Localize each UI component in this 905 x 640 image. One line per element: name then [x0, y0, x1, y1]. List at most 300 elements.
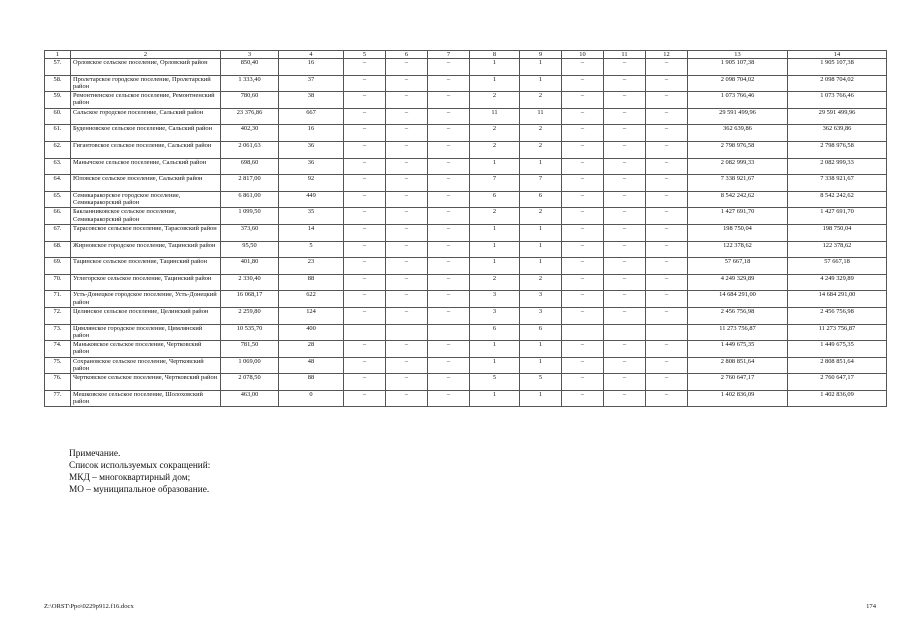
value-cell: 6	[520, 324, 562, 341]
row-number-cell: 66.	[45, 208, 71, 225]
value-cell: –	[562, 224, 604, 241]
value-cell: –	[646, 357, 688, 374]
value-cell: –	[428, 390, 470, 407]
value-cell: –	[646, 291, 688, 308]
value-cell: 2	[520, 208, 562, 225]
column-number-cell: 10	[562, 51, 604, 59]
municipality-name-cell: Бакланниковское сельское поселение, Семикаракорский район	[71, 208, 221, 225]
value-cell: 5	[279, 241, 344, 258]
column-number-cell: 2	[71, 51, 221, 59]
value-cell: –	[646, 390, 688, 407]
value-cell: –	[604, 59, 646, 76]
value-cell: 2 098 704,02	[788, 75, 887, 92]
value-cell: –	[604, 258, 646, 275]
value-cell: 1	[520, 241, 562, 258]
value-cell: 1 099,50	[221, 208, 279, 225]
value-cell: 1	[470, 75, 520, 92]
value-cell: –	[604, 175, 646, 192]
value-cell: 1	[520, 357, 562, 374]
value-cell: 667	[279, 108, 344, 125]
value-cell: 1	[520, 75, 562, 92]
municipality-name-cell: Пролетарское городское поселение, Пролетарский район	[71, 75, 221, 92]
value-cell	[604, 324, 646, 341]
value-cell: 2	[470, 274, 520, 291]
table-row	[45, 191, 887, 208]
value-cell: 1	[470, 357, 520, 374]
value-cell: –	[562, 158, 604, 175]
value-cell: 1	[520, 59, 562, 76]
municipality-name-cell: Мешковское сельское поселение, Шолоховский район	[71, 390, 221, 407]
value-cell: –	[562, 75, 604, 92]
value-cell: 6	[470, 324, 520, 341]
value-cell: –	[344, 341, 386, 358]
value-cell: 2 456 756,98	[788, 307, 887, 324]
value-cell: –	[604, 374, 646, 391]
value-cell: –	[604, 224, 646, 241]
value-cell: 3	[520, 307, 562, 324]
value-cell: 35	[279, 208, 344, 225]
value-cell: –	[386, 141, 428, 158]
municipality-name-cell: Усть-Донецкое городское поселение, Усть-Донецкий район	[71, 291, 221, 308]
value-cell: 37	[279, 75, 344, 92]
value-cell	[386, 324, 428, 341]
row-number-cell: 65.	[45, 191, 71, 208]
value-cell: –	[428, 59, 470, 76]
value-cell: 1 402 836,09	[688, 390, 788, 407]
value-cell: 38	[279, 92, 344, 109]
row-number-cell: 74.	[45, 341, 71, 358]
value-cell: 1	[470, 224, 520, 241]
value-cell: 10 535,70	[221, 324, 279, 341]
value-cell: –	[646, 175, 688, 192]
value-cell: 1	[520, 258, 562, 275]
value-cell: –	[562, 92, 604, 109]
value-cell: 29 591 499,96	[688, 108, 788, 125]
value-cell: 124	[279, 307, 344, 324]
value-cell: 622	[279, 291, 344, 308]
value-cell: 2	[470, 125, 520, 142]
value-cell: –	[646, 208, 688, 225]
value-cell: 122 378,62	[688, 241, 788, 258]
municipality-name-cell: Ремонтненское сельское поселение, Ремонтненский район	[71, 92, 221, 109]
note-line: Список используемых сокращений:	[69, 461, 211, 471]
value-cell: 11 273 756,87	[788, 324, 887, 341]
table-row	[45, 291, 887, 308]
value-cell: –	[604, 357, 646, 374]
value-cell	[344, 324, 386, 341]
value-cell: –	[428, 357, 470, 374]
value-cell: –	[386, 92, 428, 109]
value-cell: 14 684 291,00	[688, 291, 788, 308]
row-number-cell: 75.	[45, 357, 71, 374]
value-cell: 4 249 329,89	[688, 274, 788, 291]
note-block	[69, 448, 210, 496]
value-cell: –	[604, 390, 646, 407]
value-cell: 400	[279, 324, 344, 341]
table-header-row	[45, 51, 887, 59]
row-number-cell: 77.	[45, 390, 71, 407]
value-cell: –	[428, 241, 470, 258]
row-number-cell: 67.	[45, 224, 71, 241]
value-cell: –	[386, 191, 428, 208]
table-row	[45, 341, 887, 358]
value-cell: 373,60	[221, 224, 279, 241]
value-cell: –	[344, 357, 386, 374]
value-cell: 48	[279, 357, 344, 374]
value-cell: 198 750,04	[788, 224, 887, 241]
table-row	[45, 307, 887, 324]
value-cell: –	[562, 390, 604, 407]
value-cell: 2	[520, 274, 562, 291]
value-cell: 1	[470, 390, 520, 407]
value-cell: 780,60	[221, 92, 279, 109]
column-number-cell: 7	[428, 51, 470, 59]
value-cell	[646, 324, 688, 341]
value-cell: 88	[279, 374, 344, 391]
municipality-name-cell: Тацинское сельское поселение, Тацинский район	[71, 258, 221, 275]
value-cell: –	[428, 258, 470, 275]
value-cell: –	[562, 141, 604, 158]
value-cell: –	[646, 75, 688, 92]
table-row	[45, 374, 887, 391]
value-cell: –	[428, 291, 470, 308]
column-number-cell: 8	[470, 51, 520, 59]
value-cell: 2	[470, 92, 520, 109]
value-cell: 23	[279, 258, 344, 275]
value-cell: 2	[520, 141, 562, 158]
table-row	[45, 258, 887, 275]
municipality-name-cell: Маньковское сельское поселение, Чертковский район	[71, 341, 221, 358]
value-cell: 2	[520, 125, 562, 142]
value-cell: 2 456 756,98	[688, 307, 788, 324]
column-number-cell: 6	[386, 51, 428, 59]
row-number-cell: 64.	[45, 175, 71, 192]
table-row	[45, 175, 887, 192]
column-number-cell: 5	[344, 51, 386, 59]
value-cell: 16	[279, 125, 344, 142]
value-cell: 2	[470, 141, 520, 158]
table-row	[45, 125, 887, 142]
municipality-name-cell: Гигантовское сельское поселение, Сальский район	[71, 141, 221, 158]
value-cell: –	[562, 307, 604, 324]
value-cell: –	[344, 390, 386, 407]
value-cell: –	[646, 241, 688, 258]
value-cell: 2 817,00	[221, 175, 279, 192]
row-number-cell: 63.	[45, 158, 71, 175]
value-cell: 11 273 756,87	[688, 324, 788, 341]
value-cell: 2 061,63	[221, 141, 279, 158]
value-cell: –	[562, 125, 604, 142]
value-cell: –	[428, 341, 470, 358]
value-cell: –	[646, 59, 688, 76]
value-cell: –	[344, 191, 386, 208]
value-cell: 11	[520, 108, 562, 125]
value-cell: –	[562, 208, 604, 225]
value-cell: –	[646, 191, 688, 208]
value-cell: 1	[470, 241, 520, 258]
value-cell: 8 542 242,62	[788, 191, 887, 208]
value-cell: 5	[520, 374, 562, 391]
value-cell: –	[428, 125, 470, 142]
value-cell: 0	[279, 390, 344, 407]
municipality-name-cell: Целинское сельское поселение, Целинский район	[71, 307, 221, 324]
value-cell: –	[428, 224, 470, 241]
value-cell: 1	[520, 158, 562, 175]
value-cell: 95,50	[221, 241, 279, 258]
value-cell: 88	[279, 274, 344, 291]
table-row	[45, 390, 887, 407]
footer-file-path: Z:\ORST\Ppo\0229p912.f16.docx	[44, 603, 134, 610]
municipality-name-cell: Сальское городское поселение, Сальский район	[71, 108, 221, 125]
value-cell: –	[344, 108, 386, 125]
value-cell: 36	[279, 158, 344, 175]
value-cell: 3	[470, 307, 520, 324]
value-cell: 7	[520, 175, 562, 192]
column-number-cell: 9	[520, 51, 562, 59]
row-number-cell: 69.	[45, 258, 71, 275]
column-number-cell: 13	[688, 51, 788, 59]
value-cell: 16 068,17	[221, 291, 279, 308]
column-number-cell: 3	[221, 51, 279, 59]
table-row	[45, 158, 887, 175]
value-cell: –	[646, 92, 688, 109]
value-cell: –	[386, 125, 428, 142]
column-number-cell: 11	[604, 51, 646, 59]
municipality-name-cell: Цимлянское городское поселение, Цимлянский район	[71, 324, 221, 341]
note-line: МКД – многоквартирный дом;	[69, 473, 191, 483]
value-cell: –	[344, 258, 386, 275]
value-cell: 4 249 329,89	[788, 274, 887, 291]
value-cell: 1 073 766,46	[788, 92, 887, 109]
table-row	[45, 274, 887, 291]
value-cell: 2 082 999,33	[788, 158, 887, 175]
value-cell	[562, 324, 604, 341]
value-cell: –	[604, 108, 646, 125]
value-cell: 2 798 976,58	[688, 141, 788, 158]
value-cell: 3	[520, 291, 562, 308]
value-cell: 781,50	[221, 341, 279, 358]
value-cell: –	[646, 341, 688, 358]
value-cell: 36	[279, 141, 344, 158]
table-row	[45, 241, 887, 258]
municipality-name-cell: Юловское сельское поселение, Сальский район	[71, 175, 221, 192]
table-row	[45, 357, 887, 374]
value-cell: –	[344, 307, 386, 324]
value-cell: 122 378,62	[788, 241, 887, 258]
value-cell: 11	[470, 108, 520, 125]
value-cell: –	[344, 92, 386, 109]
table-row	[45, 324, 887, 341]
value-cell: –	[604, 92, 646, 109]
value-cell: 401,80	[221, 258, 279, 275]
value-cell: –	[428, 274, 470, 291]
municipality-name-cell: Чертковское сельское поселение, Чертковский район	[71, 374, 221, 391]
column-number-cell: 1	[45, 51, 71, 59]
value-cell: 2 330,40	[221, 274, 279, 291]
value-cell: –	[428, 92, 470, 109]
value-cell: –	[562, 374, 604, 391]
value-cell: 57 667,18	[688, 258, 788, 275]
value-cell: 3	[470, 291, 520, 308]
value-cell: 7 338 921,67	[788, 175, 887, 192]
value-cell: –	[604, 125, 646, 142]
column-number-cell: 4	[279, 51, 344, 59]
value-cell: –	[604, 241, 646, 258]
value-cell: 1 073 766,46	[688, 92, 788, 109]
value-cell: –	[646, 125, 688, 142]
value-cell: –	[604, 291, 646, 308]
value-cell: 6	[520, 191, 562, 208]
municipality-name-cell: Семикаракорское городское поселение, Семикаракорский район	[71, 191, 221, 208]
value-cell: 1 333,40	[221, 75, 279, 92]
municipality-name-cell: Сохрановское сельское поселение, Чертковский район	[71, 357, 221, 374]
value-cell: 23 376,86	[221, 108, 279, 125]
value-cell: –	[428, 307, 470, 324]
value-cell: 362 639,86	[788, 125, 887, 142]
value-cell: –	[646, 274, 688, 291]
value-cell: –	[428, 158, 470, 175]
value-cell: 1	[470, 158, 520, 175]
value-cell: –	[646, 258, 688, 275]
value-cell: 2 808 851,64	[688, 357, 788, 374]
value-cell: –	[428, 141, 470, 158]
value-cell: 7 338 921,67	[688, 175, 788, 192]
value-cell: –	[386, 390, 428, 407]
value-cell: –	[604, 307, 646, 324]
value-cell: –	[386, 374, 428, 391]
value-cell: 6 861,00	[221, 191, 279, 208]
row-number-cell: 59.	[45, 92, 71, 109]
value-cell: –	[604, 191, 646, 208]
row-number-cell: 70.	[45, 274, 71, 291]
note-line: МО – муниципальное образование.	[69, 485, 210, 495]
table-row	[45, 75, 887, 92]
value-cell: 1	[470, 258, 520, 275]
page-number: 174	[866, 603, 876, 610]
table-row	[45, 224, 887, 241]
value-cell: 1 402 836,09	[788, 390, 887, 407]
value-cell: –	[646, 374, 688, 391]
table-row	[45, 208, 887, 225]
value-cell: –	[428, 175, 470, 192]
value-cell: 1 069,00	[221, 357, 279, 374]
value-cell: 14 684 291,00	[788, 291, 887, 308]
value-cell: –	[428, 75, 470, 92]
value-cell: 1	[520, 390, 562, 407]
value-cell: 1 905 107,38	[788, 59, 887, 76]
value-cell: 28	[279, 341, 344, 358]
value-cell: –	[386, 75, 428, 92]
data-table	[44, 50, 887, 407]
value-cell: 198 750,04	[688, 224, 788, 241]
value-cell: 1	[520, 224, 562, 241]
value-cell: –	[386, 208, 428, 225]
value-cell: –	[562, 59, 604, 76]
value-cell: –	[604, 141, 646, 158]
value-cell: 2 259,80	[221, 307, 279, 324]
row-number-cell: 57.	[45, 59, 71, 76]
value-cell: 1 449 675,35	[688, 341, 788, 358]
municipality-name-cell: Жирновское городское поселение, Тацинский район	[71, 241, 221, 258]
value-cell: 1 905 107,38	[688, 59, 788, 76]
row-number-cell: 72.	[45, 307, 71, 324]
value-cell: 2 798 976,58	[788, 141, 887, 158]
value-cell: –	[428, 191, 470, 208]
row-number-cell: 61.	[45, 125, 71, 142]
value-cell: –	[428, 108, 470, 125]
value-cell: 1	[470, 59, 520, 76]
municipality-name-cell: Тарасовское сельское поселение, Тарасовский район	[71, 224, 221, 241]
value-cell: –	[604, 208, 646, 225]
value-cell: –	[344, 208, 386, 225]
value-cell: 16	[279, 59, 344, 76]
value-cell: –	[344, 75, 386, 92]
column-number-cell: 12	[646, 51, 688, 59]
value-cell: 14	[279, 224, 344, 241]
value-cell: –	[386, 224, 428, 241]
value-cell: 850,40	[221, 59, 279, 76]
value-cell: 2 808 851,64	[788, 357, 887, 374]
municipality-name-cell: Орловское сельское поселение, Орловский район	[71, 59, 221, 76]
table-row	[45, 108, 887, 125]
value-cell: –	[386, 307, 428, 324]
value-cell: –	[604, 341, 646, 358]
value-cell: 2	[470, 208, 520, 225]
value-cell: –	[386, 59, 428, 76]
value-cell: 2 760 647,17	[688, 374, 788, 391]
value-cell: –	[344, 241, 386, 258]
value-cell: –	[386, 241, 428, 258]
value-cell: –	[646, 307, 688, 324]
value-cell: –	[386, 175, 428, 192]
value-cell: 698,60	[221, 158, 279, 175]
value-cell: –	[344, 158, 386, 175]
value-cell: –	[386, 274, 428, 291]
value-cell: –	[344, 141, 386, 158]
row-number-cell: 58.	[45, 75, 71, 92]
row-number-cell: 76.	[45, 374, 71, 391]
value-cell: –	[562, 291, 604, 308]
value-cell: 1	[520, 341, 562, 358]
municipality-name-cell: Углегорское сельское поселение, Тацинский район	[71, 274, 221, 291]
value-cell: –	[604, 158, 646, 175]
row-number-cell: 60.	[45, 108, 71, 125]
value-cell: –	[646, 224, 688, 241]
table-row	[45, 141, 887, 158]
value-cell: 1 427 691,70	[688, 208, 788, 225]
value-cell: 2 760 647,17	[788, 374, 887, 391]
value-cell: –	[386, 158, 428, 175]
value-cell: –	[386, 357, 428, 374]
value-cell: 8 542 242,62	[688, 191, 788, 208]
row-number-cell: 71.	[45, 291, 71, 308]
value-cell: 92	[279, 175, 344, 192]
value-cell: 2 078,50	[221, 374, 279, 391]
value-cell: 5	[470, 374, 520, 391]
value-cell: –	[646, 108, 688, 125]
value-cell: 2 082 999,33	[688, 158, 788, 175]
value-cell: –	[562, 175, 604, 192]
value-cell: 402,30	[221, 125, 279, 142]
value-cell: –	[562, 108, 604, 125]
value-cell: 29 591 499,96	[788, 108, 887, 125]
value-cell: 2 098 704,02	[688, 75, 788, 92]
value-cell: 57 667,18	[788, 258, 887, 275]
value-cell: –	[344, 59, 386, 76]
municipality-name-cell: Манычское сельское поселение, Сальский район	[71, 158, 221, 175]
value-cell: –	[562, 357, 604, 374]
table-row	[45, 59, 887, 76]
